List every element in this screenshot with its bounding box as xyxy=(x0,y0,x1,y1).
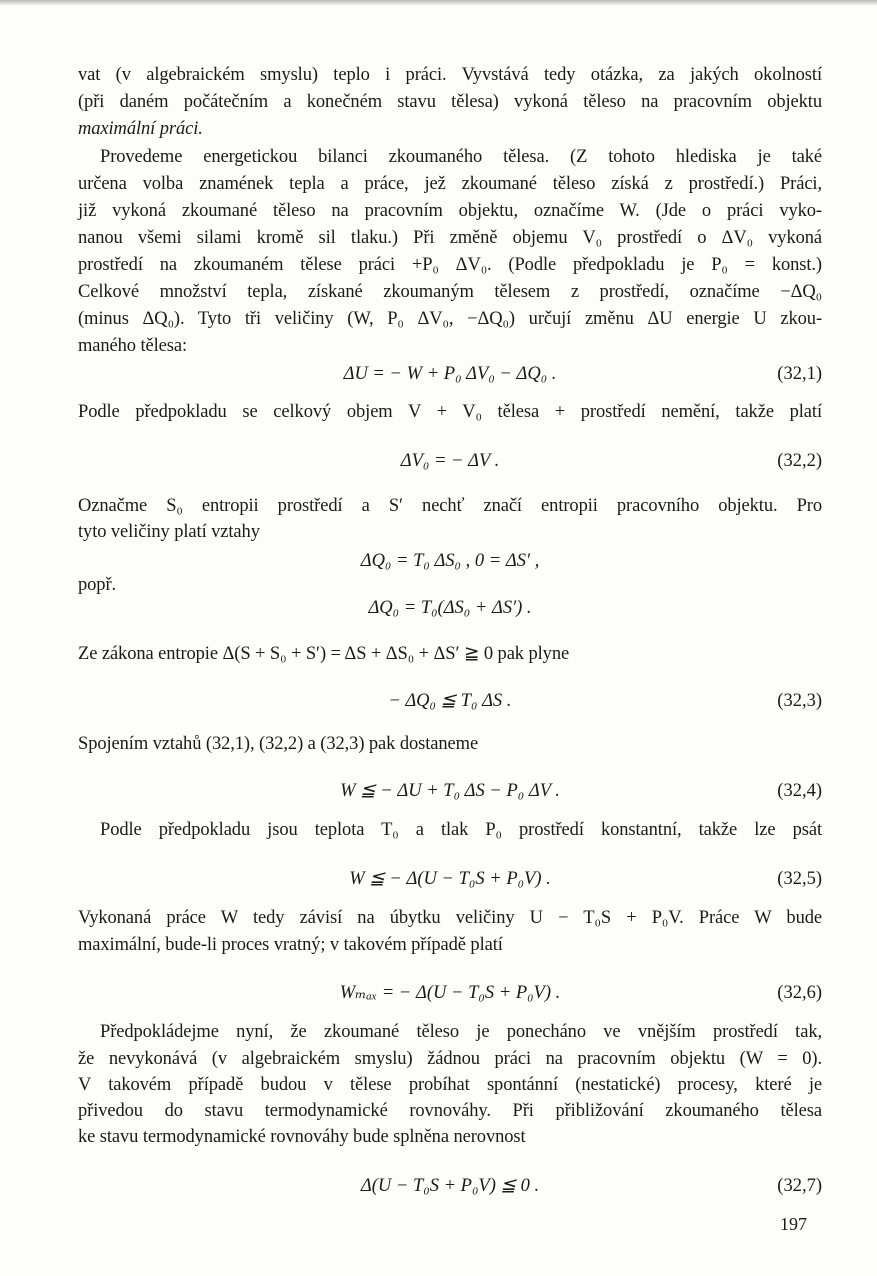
text-line: (minus ΔQ₀). Tyto tři veličiny (W, P₀ ΔV₀, −ΔQ₀) určují změnu ΔU energie U zkou- xyxy=(78,309,822,329)
equation-number: (32,7) xyxy=(777,1176,822,1196)
formula: W ≦ − Δ(U − T₀S + P₀V) . xyxy=(349,869,551,889)
scan-edge xyxy=(0,0,877,6)
text-line: Celkové množství tepla, získané zkoumaným tělesem z prostředí, označíme −ΔQ₀ xyxy=(78,282,822,302)
formula: − ΔQ₀ ≦ T₀ ΔS . xyxy=(388,691,512,711)
formula: ΔQ₀ = T₀ ΔS₀ , 0 = ΔS′ , xyxy=(360,551,540,571)
formula: Δ(U − T₀S + P₀V) ≦ 0 . xyxy=(360,1176,540,1196)
formula: Wₘₐₓ = − Δ(U − T₀S + P₀V) . xyxy=(339,983,561,1003)
text-line: Označme S₀ entropii prostředí a S′ nechť značí entropii pracovního objektu. Pro xyxy=(78,496,822,516)
text-line: již vykoná zkoumané těleso na pracovním objektu, označíme W. (Jde o práci vyko- xyxy=(78,201,822,221)
equation-entropy-b xyxy=(78,596,822,620)
equation-entropy-a xyxy=(78,549,822,573)
text-line: Ze zákona entropie Δ(S + S₀ + S′) = ΔS + ΔS₀ + ΔS′ ≧ 0 pak plyne xyxy=(78,644,570,664)
text-line: popř. xyxy=(78,575,117,595)
formula: ΔV₀ = − ΔV . xyxy=(400,451,500,471)
text-line: nanou všemi silami kromě sil tlaku.) Při změně objemu V₀ prostředí o ΔV₀ vykoná xyxy=(78,228,822,248)
text-line: V takovém případě budou v tělese probíhat spontánní (nestatické) procesy, které je xyxy=(78,1075,822,1095)
text-line: určena volba znamének tepla a práce, jež zkoumané těleso získá z prostředí.) Práci, xyxy=(78,174,822,194)
text-line: maximální práci. xyxy=(78,119,203,139)
equation-32-7 xyxy=(78,1174,822,1198)
equation-number: (32,5) xyxy=(777,869,822,889)
equation-number: (32,6) xyxy=(777,983,822,1003)
equation-number: (32,2) xyxy=(777,451,822,471)
equation-32-6 xyxy=(78,981,822,1005)
equation-32-5 xyxy=(78,867,822,891)
text-line: že nevykonává (v algebraickém smyslu) žádnou práci na pracovním objektu (W = 0). xyxy=(78,1049,822,1069)
text-line: Podle předpokladu jsou teplota T₀ a tlak P₀ prostředí konstantní, takže lze psát xyxy=(100,820,822,840)
text-line: maného tělesa: xyxy=(78,336,188,356)
equation-32-2 xyxy=(78,449,822,473)
text-line: Podle předpokladu se celkový objem V + V₀ tělesa + prostředí nemění, takže platí xyxy=(78,402,822,422)
text-line: tyto veličiny platí vztahy xyxy=(78,522,260,542)
text-line: (při daném počátečním a konečném stavu tělesa) vykoná těleso na pracovním objektu xyxy=(78,92,822,112)
formula: ΔQ₀ = T₀(ΔS₀ + ΔS′) . xyxy=(368,598,532,618)
formula: W ≦ − ΔU + T₀ ΔS − P₀ ΔV . xyxy=(340,781,560,801)
equation-number: (32,4) xyxy=(777,781,822,801)
equation-number: (32,3) xyxy=(777,691,822,711)
formula: ΔU = − W + P₀ ΔV₀ − ΔQ₀ . xyxy=(343,364,557,384)
equation-32-4 xyxy=(78,779,822,803)
text-line: Předpokládejme nyní, že zkoumané těleso je ponecháno ve vnějším prostředí tak, xyxy=(100,1022,822,1042)
text-line: maximální, bude-li proces vratný; v takovém případě platí xyxy=(78,935,503,955)
text-line: ke stavu termodynamické rovnováhy bude splněna nerovnost xyxy=(78,1127,526,1147)
text-line: prostředí na zkoumaném tělese práci +P₀ ΔV₀. (Podle předpokladu je P₀ = konst.) xyxy=(78,255,822,275)
text-line: Vykonaná práce W tedy závisí na úbytku veličiny U − T₀S + P₀V. Práce W bude xyxy=(78,908,822,928)
text-line: přivedou do stavu termodynamické rovnováhy. Při přibližování zkoumaného tělesa xyxy=(78,1101,822,1121)
page-number: 197 xyxy=(780,1214,807,1234)
equation-number: (32,1) xyxy=(777,364,822,384)
text-line: Provedeme energetickou bilanci zkoumaného tělesa. (Z tohoto hlediska je také xyxy=(100,147,822,167)
text-line: vat (v algebraickém smyslu) teplo i práci. Vyvstává tedy otázka, za jakých okolností xyxy=(78,65,822,85)
equation-32-3 xyxy=(78,689,822,713)
text-line: Spojením vztahů (32,1), (32,2) a (32,3) pak dostaneme xyxy=(78,734,479,754)
equation-32-1 xyxy=(78,362,822,386)
